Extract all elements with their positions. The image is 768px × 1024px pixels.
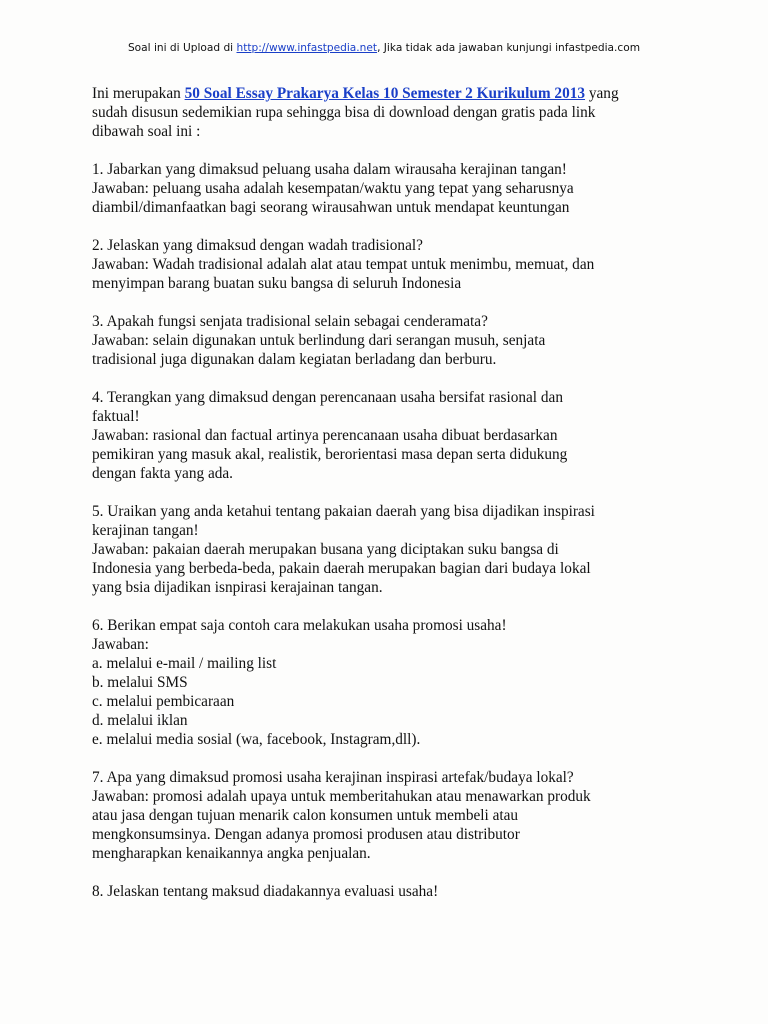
- answer-line: b. melalui SMS: [92, 674, 188, 691]
- header-prefix: Soal ini di Upload di: [127, 42, 237, 54]
- answer-line: d. melalui iklan: [92, 712, 188, 729]
- answer-line: Indonesia yang berbeda-beda, pakain daerah merupakan bagian dari budaya lokal: [92, 560, 591, 577]
- question-block-4: [92, 388, 692, 483]
- answer-line: tradisional juga digunakan dalam kegiatan berladang dan berburu.: [92, 351, 497, 368]
- answer-line: yang bsia dijadikan isnpirasi kerajainan tangan.: [92, 579, 383, 596]
- question-block-7: [92, 768, 692, 863]
- question-text: 7. Apa yang dimaksud promosi usaha kerajinan inspirasi artefak/budaya lokal?: [92, 769, 574, 786]
- answer-line: Jawaban: selain digunakan untuk berlindung dari serangan musuh, senjata: [92, 332, 546, 349]
- answer-line: dengan fakta yang ada.: [92, 465, 234, 482]
- answer-line: c. melalui pembicaraan: [92, 693, 235, 710]
- header-suffix: , Jika tidak ada jawaban kunjungi infastpedia.com: [377, 42, 641, 54]
- answer-line: menyimpan barang buatan suku bangsa di seluruh Indonesia: [92, 275, 462, 292]
- document-body: [92, 84, 692, 920]
- question-text: 2. Jelaskan yang dimaksud dengan wadah tradisional?: [92, 237, 423, 254]
- answer-line: a. melalui e-mail / mailing list: [92, 655, 277, 672]
- answer-line: Jawaban: Wadah tradisional adalah alat atau tempat untuk menimbu, memuat, dan: [92, 256, 595, 273]
- question-text: 3. Apakah fungsi senjata tradisional selain sebagai cenderamata?: [92, 313, 488, 330]
- answer-line: kerajinan tangan!: [92, 522, 199, 539]
- question-text: 8. Jelaskan tentang maksud diadakannya evaluasi usaha!: [92, 883, 439, 900]
- article-title-link[interactable]: 50 Soal Essay Prakarya Kelas 10 Semester 2 Kurikulum 2013: [184, 85, 586, 102]
- intro-paragraph: [92, 84, 692, 141]
- upload-notice-header: [0, 42, 768, 54]
- question-block-5: [92, 502, 692, 597]
- question-block-8: [92, 882, 692, 901]
- question-block-3: [92, 312, 692, 369]
- intro-prefix: Ini merupakan: [92, 85, 185, 102]
- question-text: 1. Jabarkan yang dimaksud peluang usaha dalam wirausaha kerajinan tangan!: [92, 161, 567, 178]
- intro-line-3: dibawah soal ini :: [92, 123, 201, 140]
- intro-line1-suffix: yang: [585, 85, 619, 102]
- infastpedia-link[interactable]: http://www.infastpedia.net: [236, 42, 378, 54]
- answer-line: Jawaban: peluang usaha adalah kesempatan/waktu yang tepat yang seharusnya: [92, 180, 574, 197]
- question-text: 5. Uraikan yang anda ketahui tentang pakaian daerah yang bisa dijadikan inspirasi: [92, 503, 595, 520]
- intro-line-1: [92, 84, 692, 103]
- answer-line: faktual!: [92, 408, 140, 425]
- intro-line-2: sudah disusun sedemikian rupa sehingga bisa di download dengan gratis pada link: [92, 104, 596, 121]
- question-block-6: [92, 616, 692, 749]
- question-text: 6. Berikan empat saja contoh cara melakukan usaha promosi usaha!: [92, 617, 507, 634]
- answer-line: e. melalui media sosial (wa, facebook, Instagram,dll).: [92, 731, 421, 748]
- answer-line: Jawaban: rasional dan factual artinya perencanaan usaha dibuat berdasarkan: [92, 427, 558, 444]
- answer-line: Jawaban:: [92, 636, 149, 653]
- answer-line: mengkonsumsinya. Dengan adanya promosi produsen atau distributor: [92, 826, 520, 843]
- answer-line: atau jasa dengan tujuan menarik calon konsumen untuk membeli atau: [92, 807, 519, 824]
- answer-line: pemikiran yang masuk akal, realistik, berorientasi masa depan serta didukung: [92, 446, 568, 463]
- answer-line: Jawaban: promosi adalah upaya untuk memberitahukan atau menawarkan produk: [92, 788, 591, 805]
- answer-line: Jawaban: pakaian daerah merupakan busana yang diciptakan suku bangsa di: [92, 541, 559, 558]
- question-block-2: [92, 236, 692, 293]
- answer-line: mengharapkan kenaikannya angka penjualan.: [92, 845, 371, 862]
- question-block-1: [92, 160, 692, 217]
- answer-line: diambil/dimanfaatkan bagi seorang wirausahwan untuk mendapat keuntungan: [92, 199, 570, 216]
- question-text: 4. Terangkan yang dimaksud dengan perencanaan usaha bersifat rasional dan: [92, 389, 563, 406]
- question-list: [92, 160, 692, 901]
